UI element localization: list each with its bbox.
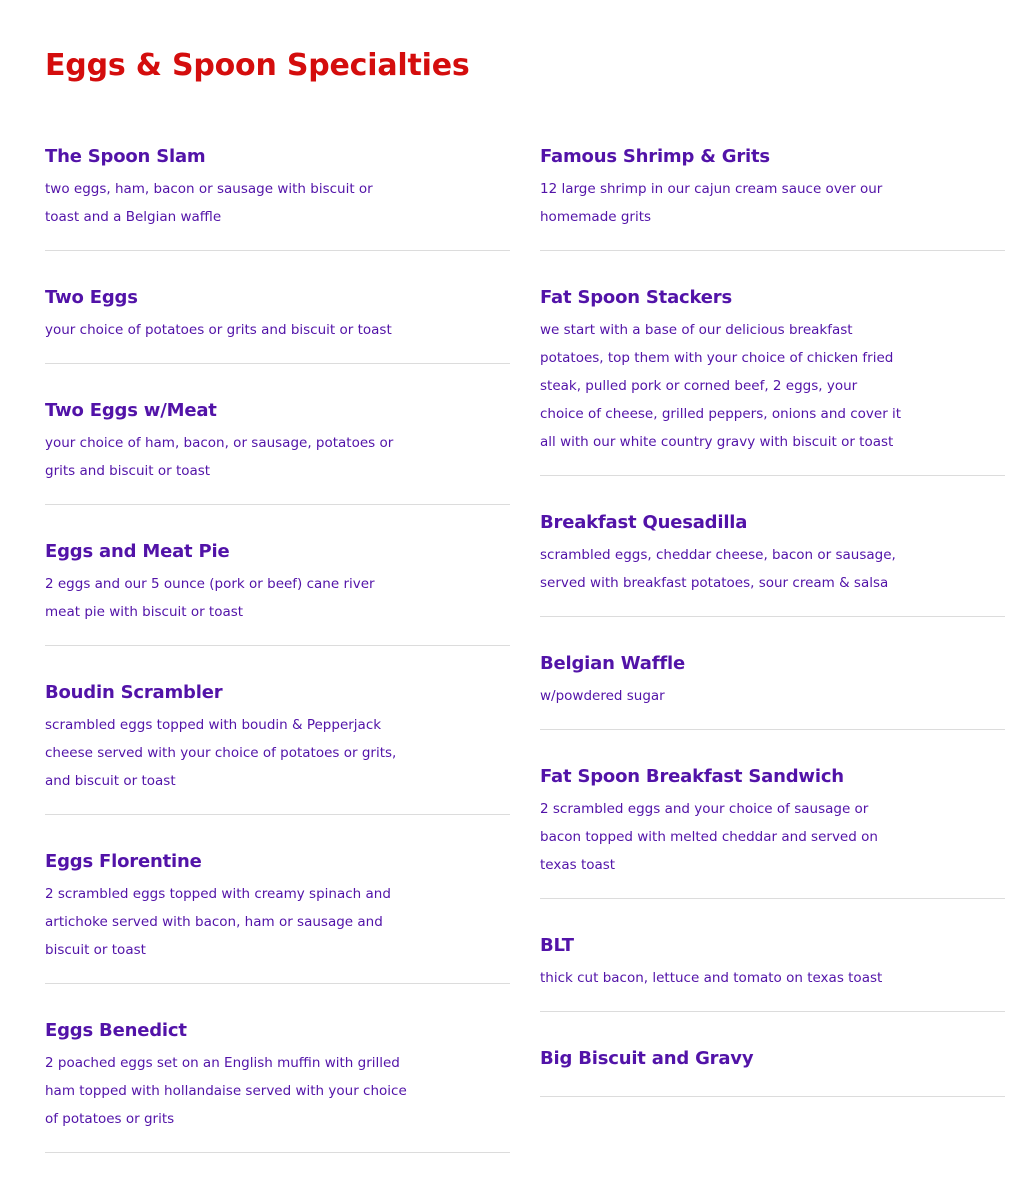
menu-item-name: Belgian Waffle (540, 653, 685, 674)
menu-item-name: Breakfast Quesadilla (540, 512, 748, 533)
menu-item-name: Two Eggs w/Meat (45, 400, 217, 421)
menu-item-the-spoon-slam (45, 143, 510, 251)
menu-item-name: Fat Spoon Breakfast Sandwich (540, 766, 844, 787)
menu-item-description: two eggs, ham, bacon or sausage with biscuit or toast and a Belgian waffle (45, 181, 373, 225)
menu-item-description: 2 poached eggs set on an English muffin with grilled ham topped with hollandaise served with your choice of potatoes or grits (45, 1055, 407, 1127)
menu-item-name: Two Eggs (45, 287, 138, 308)
menu-column-left (45, 143, 510, 1186)
menu-item-name: The Spoon Slam (45, 146, 206, 167)
menu-item-description: 2 scrambled eggs topped with creamy spinach and artichoke served with bacon, ham or sausage and biscuit or toast (45, 886, 391, 958)
menu-item-boudin-scrambler (45, 679, 510, 815)
menu-item-name: BLT (540, 935, 574, 956)
menu-item-breakfast-quesadilla (540, 509, 1005, 617)
menu-item-description: scrambled eggs topped with boudin & Pepperjack cheese served with your choice of potatoes or grits, and biscuit or toast (45, 717, 397, 789)
page-title: Eggs & Spoon Specialties (45, 48, 470, 83)
menu-item-description: 2 scrambled eggs and your choice of sausage or bacon topped with melted cheddar and served on texas toast (540, 801, 878, 873)
menu-item-name: Famous Shrimp & Grits (540, 146, 770, 167)
menu-item-two-eggs (45, 284, 510, 364)
menu-item-description: thick cut bacon, lettuce and tomato on texas toast (540, 970, 883, 986)
menu-item-fat-spoon-breakfast-sandwich (540, 763, 1005, 899)
menu-item-blt (540, 932, 1005, 1012)
menu-item-description: 12 large shrimp in our cajun cream sauce over our homemade grits (540, 181, 883, 225)
menu-item-eggs-florentine (45, 848, 510, 984)
menu-item-description: w/powdered sugar (540, 688, 665, 704)
menu-item-eggs-benedict (45, 1017, 510, 1153)
menu-column-right (540, 143, 1005, 1130)
menu-item-name: Eggs Benedict (45, 1020, 187, 1041)
menu-item-name: Boudin Scrambler (45, 682, 223, 703)
menu-item-big-biscuit-and-gravy (540, 1045, 1005, 1097)
menu-item-description: your choice of potatoes or grits and biscuit or toast (45, 322, 392, 338)
menu-item-description: we start with a base of our delicious breakfast potatoes, top them with your choice of chicken fried steak, pulled pork or corned beef, 2 eggs, your choice of cheese, grilled peppers, onions and cover it all with our white country gravy with biscuit or toast (540, 322, 902, 450)
menu-item-two-eggs-w-meat (45, 397, 510, 505)
menu-item-belgian-waffle (540, 650, 1005, 730)
menu-item-description: your choice of ham, bacon, or sausage, potatoes or grits and biscuit or toast (45, 435, 394, 479)
menu-item-name: Eggs Florentine (45, 851, 202, 872)
menu-item-name: Eggs and Meat Pie (45, 541, 230, 562)
menu-item-famous-shrimp-grits (540, 143, 1005, 251)
menu-item-eggs-and-meat-pie (45, 538, 510, 646)
menu-item-description: scrambled eggs, cheddar cheese, bacon or sausage, served with breakfast potatoes, sour cream & salsa (540, 547, 896, 591)
menu-item-name: Fat Spoon Stackers (540, 287, 732, 308)
menu-item-name: Big Biscuit and Gravy (540, 1048, 754, 1069)
menu-item-fat-spoon-stackers (540, 284, 1005, 476)
menu-item-description: 2 eggs and our 5 ounce (pork or beef) cane river meat pie with biscuit or toast (45, 576, 375, 620)
